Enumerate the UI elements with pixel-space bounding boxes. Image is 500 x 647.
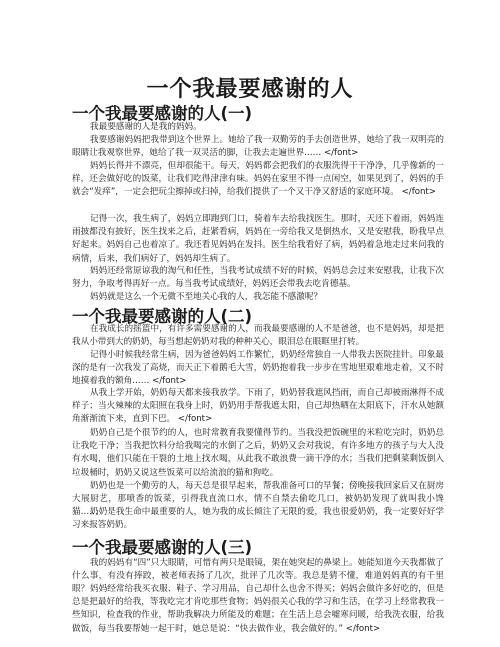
section-heading-1: 一个我最要感谢的人(一) bbox=[72, 104, 253, 123]
paragraph: 我的妈妈有“四”只大眼睛，可惜有两只是眼镜，架在她突起的鼻梁上。她能知道今天我都做了什么事，有没有捧跤，被老师表扬了几次，批评了几次等。我总是猜不懂，难道妈妈真的有千里眼？ bbox=[72, 558, 444, 595]
paragraph: 从我上学开始，奶奶每天都来接我放学。下雨了，奶奶替我遮风挡雨，而自己却被雨淋得不成样子；当火辣辣的太阳照在我身上时，奶奶用手帮我遮太阳，自己却热晒在太阳底下，汗水从她额角渐渐流下来，直到下巴。 </font> bbox=[72, 388, 444, 425]
paragraph: 我最要感谢的人是我的妈妈。 bbox=[90, 122, 202, 132]
paragraph: 妈妈就是这么一个无微不至地关心我的人，我怎能不感激呢？ bbox=[90, 292, 323, 302]
paragraph: 妈妈还经常原谅我的淘气和任性，当我考试成绩不好的时候，妈妈总会过来安慰我，让我下次努力，争取考得再好一点。每当我考试成绩好，妈妈还会带我去吃肯德基。 bbox=[72, 266, 444, 290]
paragraph: 妈妈经常给我买衣服、鞋子、学习用品，自己却什么也舍不得买；妈妈会做许多好吃的，但是总是把最好的给我，等我吃完才肯吃那些食物；妈妈很关心我的学习和生活，在学习上经常教我一些知识，检查我的作业，帮助我解决力所能及的难题；在生活上总会嘘寒问暖，给我洗衣服，给我做饭，每当我要帮她一起干时，她总是说：“快去做作业，我会做好的。” </font> bbox=[72, 584, 444, 634]
paragraph: 记得一次，我生病了，妈妈立即跑到门口，骑着车去给我找医生。那时，天还下着雨，妈妈连雨披都没有披好，医生找来之后，赶紧看病，妈妈在一旁给我又是倒热水，又是安慰我，盼我早点好起来。妈妈自己也着凉了。我还看见妈妈在发抖。医生给我看好了病，妈妈着急地走过来问我的病情，后来，我们病好了，妈妈却生病了。 bbox=[72, 214, 444, 264]
section-heading-2: 一个我最要感谢的人(二) bbox=[72, 307, 253, 326]
paragraph: 奶奶也是一个勤劳的人，每天总是很早起来，帮我准备可口的早餐；傍晚接我回家后又在厨房大展厨艺，那喷香的饭菜，引得我直流口水，情不自禁去偷吃几口，被奶奶发现了就叫我小馋猫…… bbox=[72, 481, 444, 518]
paragraph: 妈妈长得并不漂亮，但却很能干。每天，妈妈都会把我们的衣服洗得干干净净，几乎像新的一样，还会做好吃的饭菜，让我们吃得津津有味。妈妈在家里不得一点闲空，如果见到了，妈妈的手就会“发痒”，一定会把玩尘擦掉或扫掉，给我们提供了一个又干净又舒适的家庭环境。 </font> bbox=[72, 161, 444, 198]
paragraph: 奶奶是我生命中最重要的人，她为我的成长倾注了无限的爱，我也很爱奶奶，我一定要好好学习来报答奶奶。 bbox=[72, 507, 444, 531]
paragraph: 我要感谢妈妈把我带到这个世界上。她给了我一双勤劳的手去创造世界，她给了我一双明亮的眼睛让我观察世界，她给了我一双灵活的脚，让我去走遍世界…… </font> bbox=[72, 135, 444, 159]
paragraph: 记得小时候我经常生病，因为爸爸妈妈工作繁忙，奶奶经常独自一人带我去医院挂针。印象最深的是有一次我发了高烧，而天正下着鹅毛大雪，奶奶抱着我一步步在雪地里艰难地走着，又不时地摸着我的额角…… </font> bbox=[72, 350, 444, 387]
paragraph: 在我成长的摇篮中，有许多需要感谢的人，而我最要感谢的人不是爸爸，也不是妈妈，却是把我从小带到大的奶奶，每当想起奶奶对我的种种关心，眼泪总在眼眶里打转。 bbox=[72, 324, 444, 348]
section-heading-3: 一个我最要感谢的人(三) bbox=[72, 538, 253, 557]
document-title: 一个我最要感谢的人 bbox=[146, 77, 354, 102]
paragraph: 奶奶自己是个很节约的人，也时常教育我要懂得节约。当我没把饭碗里的米粒吃完时，奶奶总让我吃干净；当我把饮料分给我喝完的水倒了之后，奶奶又会对我说，有许多地方的孩子与大人没有水喝，他们只能在干裂的土地上找水喝，从此我不敢浪费一滴干净的水；当我们把剩菜剩饭倒入垃圾桶时，奶奶又说这些饭菜可以给流浪的猫和狗吃。 bbox=[72, 428, 444, 478]
